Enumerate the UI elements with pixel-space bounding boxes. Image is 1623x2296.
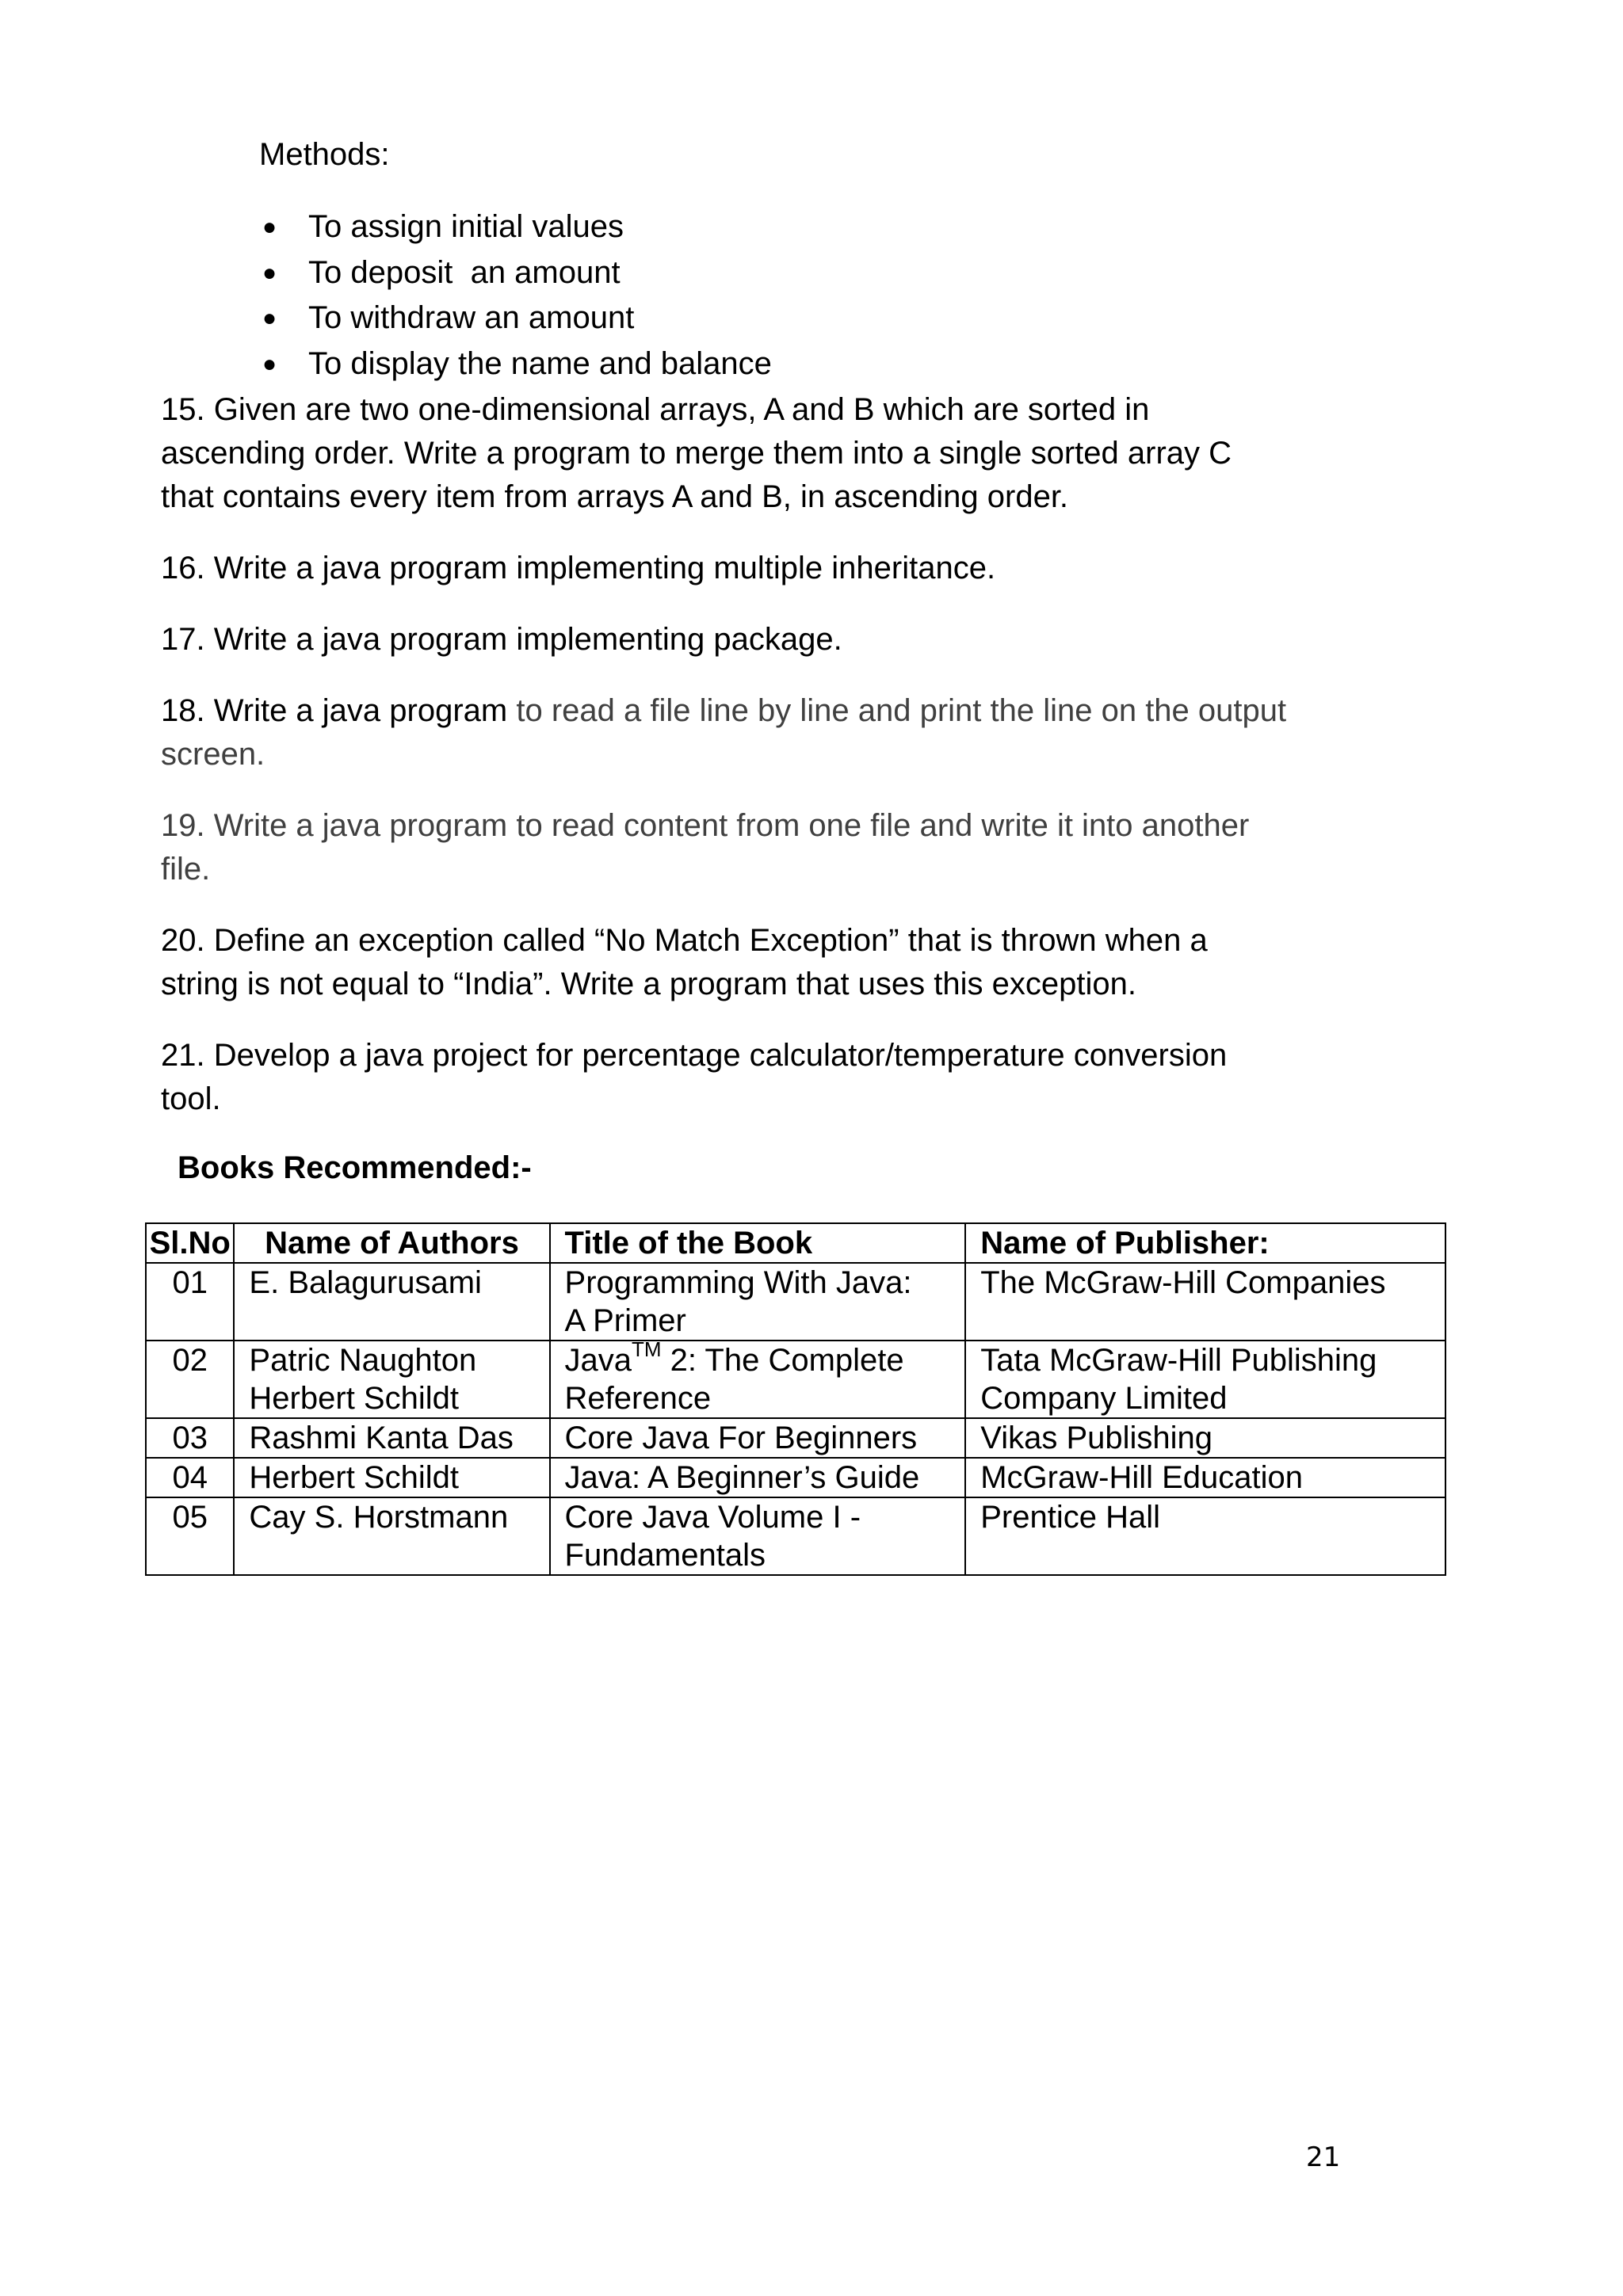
column-header-slno: Sl.No — [146, 1223, 234, 1263]
author-name: Cay S. Horstmann — [249, 1500, 509, 1535]
cell-publisher — [965, 1418, 1445, 1458]
list-item — [259, 204, 772, 250]
title-line: Programming With Java: — [564, 1265, 912, 1300]
author-name: Rashmi Kanta Das — [249, 1421, 514, 1455]
author-name: Herbert Schildt — [249, 1460, 459, 1495]
cell-publisher — [965, 1497, 1445, 1575]
title-prefix: Java — [564, 1343, 632, 1378]
cell-title — [550, 1497, 966, 1575]
question-15-line-2: ascending order. Write a program to merge them into a single sorted array C — [161, 436, 1232, 471]
publisher-line: Tata McGraw-Hill Publishing — [980, 1343, 1377, 1378]
bullet-icon: ● — [262, 305, 277, 331]
cell-authors — [234, 1418, 549, 1458]
question-15-line-1: 15. Given are two one-dimensional arrays, A and B which are sorted in — [161, 392, 1150, 427]
publisher-line: Company Limited — [980, 1381, 1228, 1416]
column-header-title: Title of the Book — [550, 1223, 966, 1263]
cell-title — [550, 1458, 966, 1497]
column-header-publisher: Name of Publisher: — [965, 1223, 1445, 1263]
trademark-sup: TM — [632, 1337, 662, 1361]
cell-authors — [234, 1458, 549, 1497]
methods-list — [259, 204, 772, 387]
table-row — [146, 1341, 1445, 1418]
publisher-line: McGraw-Hill Education — [980, 1460, 1304, 1495]
cell-slno: 02 — [146, 1341, 234, 1418]
question-21-line-2: tool. — [161, 1081, 221, 1116]
author-name: E. Balagurusami — [249, 1265, 482, 1300]
cell-slno: 01 — [146, 1263, 234, 1341]
author-name: Patric Naughton — [249, 1343, 477, 1378]
title-line: A Primer — [564, 1303, 686, 1338]
title-line: Core Java For Beginners — [564, 1421, 918, 1455]
table-row — [146, 1497, 1445, 1575]
question-20-line-2: string is not equal to “India”. Write a program that uses this exception. — [161, 967, 1136, 1001]
table-header-row — [146, 1223, 1445, 1263]
title-line: Fundamentals — [564, 1538, 766, 1573]
cell-slno: 05 — [146, 1497, 234, 1575]
page-number: 21 — [1306, 2142, 1341, 2173]
books-table — [145, 1222, 1446, 1576]
question-18-lead: 18. Write a java program — [161, 693, 508, 728]
question-18-line-1 — [161, 689, 1286, 733]
question-16: 16. Write a java program implementing multiple inheritance. — [161, 551, 996, 585]
question-19-line-2: file. — [161, 852, 211, 887]
bullet-icon: ● — [262, 259, 277, 286]
publisher-line: Vikas Publishing — [980, 1421, 1213, 1455]
cell-authors — [234, 1341, 549, 1418]
list-item-text: To display the name and balance — [308, 345, 772, 381]
books-heading: Books Recommended:- — [178, 1150, 532, 1185]
list-item — [259, 296, 772, 341]
bullet-icon: ● — [262, 214, 277, 240]
title-line: Java: A Beginner’s Guide — [564, 1460, 920, 1495]
cell-title — [550, 1263, 966, 1341]
title-line: Reference — [564, 1381, 712, 1416]
author-name: Herbert Schildt — [249, 1381, 459, 1416]
table-row — [146, 1458, 1445, 1497]
cell-slno: 04 — [146, 1458, 234, 1497]
cell-title — [550, 1418, 966, 1458]
question-17: 17. Write a java program implementing package. — [161, 622, 842, 657]
question-15-line-3: that contains every item from arrays A and B, in ascending order. — [161, 479, 1069, 514]
cell-authors — [234, 1263, 549, 1341]
cell-publisher — [965, 1458, 1445, 1497]
cell-publisher — [965, 1263, 1445, 1341]
cell-slno: 03 — [146, 1418, 234, 1458]
bullet-icon: ● — [262, 350, 277, 377]
question-18-rest: to read a file line by line and print the line on the output — [507, 693, 1287, 728]
publisher-line: Prentice Hall — [980, 1500, 1160, 1535]
list-item — [259, 341, 772, 387]
question-19-line-1: 19. Write a java program to read content from one file and write it into another — [161, 808, 1250, 843]
title-line — [564, 1337, 951, 1379]
title-rest: 2: The Complete — [661, 1343, 904, 1378]
list-item-text: To deposit an amount — [308, 254, 621, 290]
methods-heading: Methods: — [259, 137, 390, 172]
list-item — [259, 250, 772, 296]
list-item-text: To withdraw an amount — [308, 300, 635, 335]
list-item-text: To assign initial values — [308, 209, 624, 244]
cell-publisher — [965, 1341, 1445, 1418]
title-line: Core Java Volume I - — [564, 1500, 861, 1535]
publisher-line: The McGraw-Hill Companies — [980, 1265, 1386, 1300]
cell-authors — [234, 1497, 549, 1575]
table-row — [146, 1263, 1445, 1341]
column-header-authors: Name of Authors — [234, 1223, 549, 1263]
question-20-line-1: 20. Define an exception called “No Match Exception” that is thrown when a — [161, 923, 1208, 958]
question-21-line-1: 21. Develop a java project for percentage calculator/temperature conversion — [161, 1038, 1228, 1073]
cell-title — [550, 1337, 966, 1418]
question-18-line-2: screen. — [161, 737, 265, 772]
table-row — [146, 1418, 1445, 1458]
